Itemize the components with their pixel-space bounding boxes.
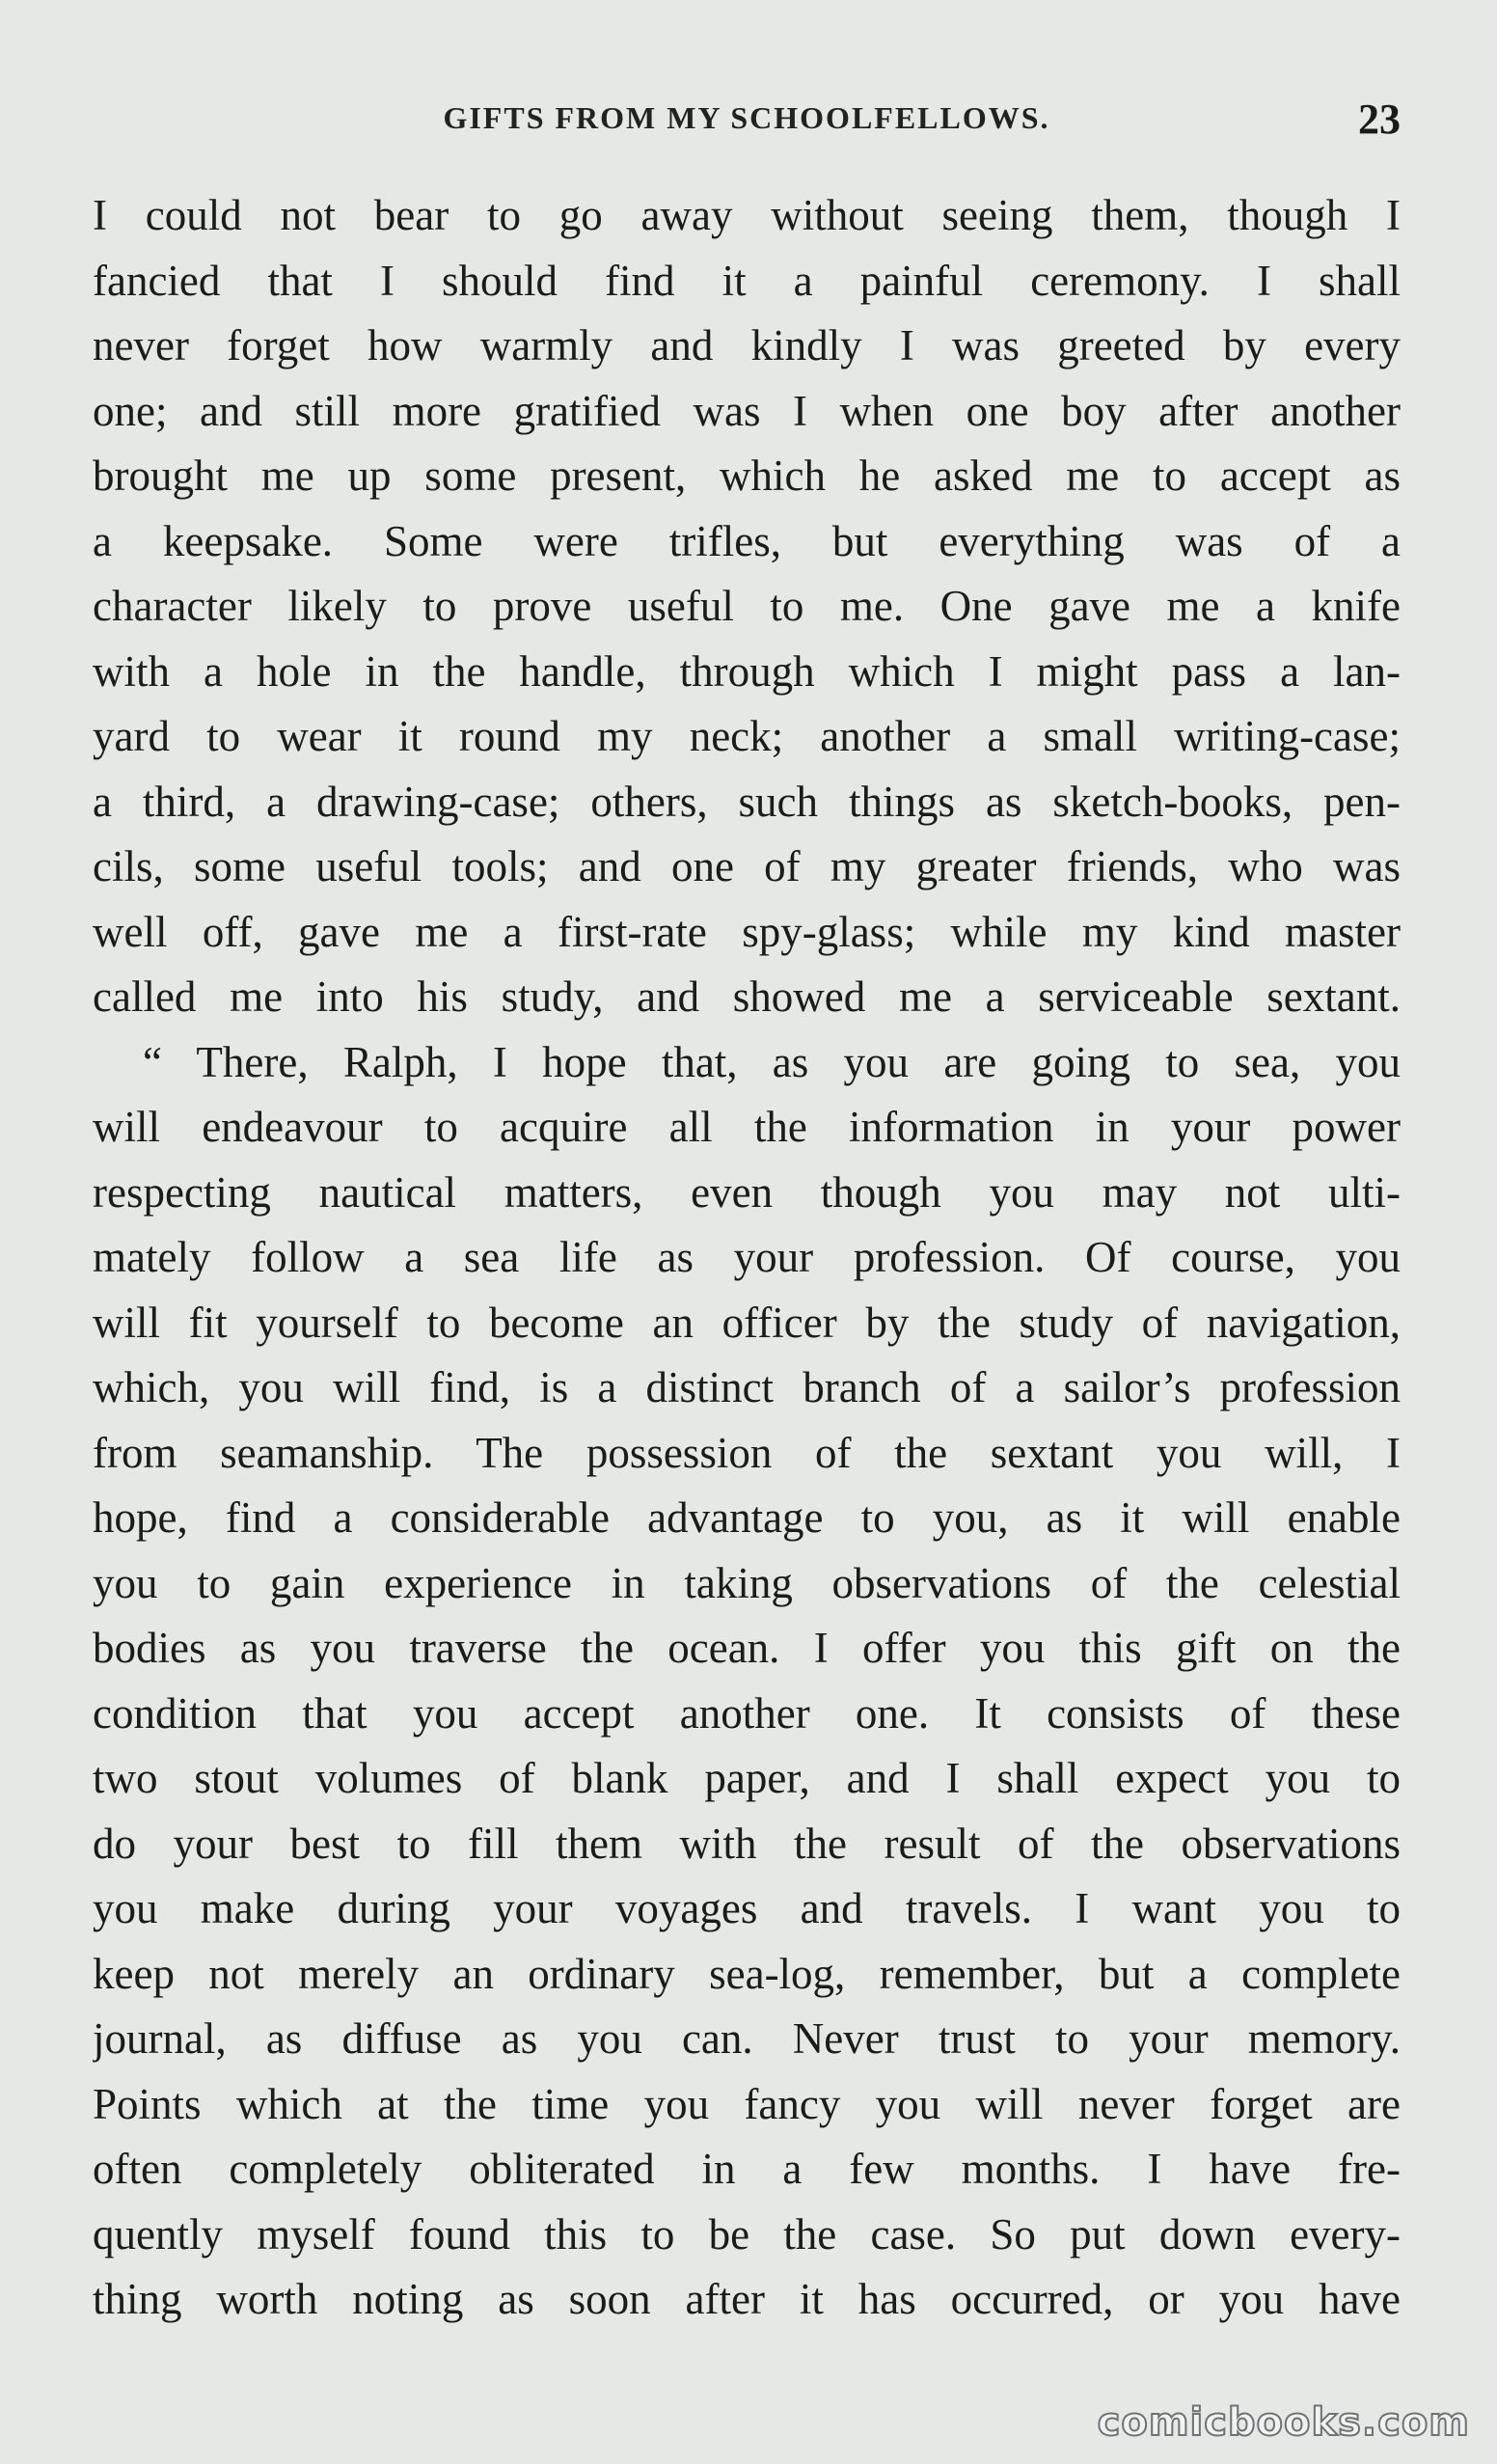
text-line: which, you will find, is a distinct branch of a sailor’s profession — [93, 1363, 1401, 1411]
text-line: never forget how warmly and kindly I was greeted by every — [93, 321, 1401, 370]
text-line: you to gain experience in taking observations of the celestial — [93, 1558, 1401, 1607]
text-line: do your best to fill them with the result of the observations — [93, 1819, 1401, 1868]
text-line: keep not merely an ordinary sea-log, remember, but a complete — [93, 1949, 1401, 1998]
text-line: well off, gave me a first-rate spy-glass; while my kind master — [93, 907, 1401, 956]
text-line: journal, as diffuse as you can. Never trust to your memory. — [93, 2014, 1401, 2063]
text-line: brought me up some present, which he asked me to accept as — [93, 452, 1401, 500]
text-line: you make during your voyages and travels. I want you to — [93, 1884, 1401, 1932]
text-line: character likely to prove useful to me. One gave me a knife — [93, 582, 1401, 630]
running-head — [93, 95, 1401, 152]
text-line: will fit yourself to become an officer by the study of navigation, — [93, 1298, 1401, 1347]
text-line: hope, find a considerable advantage to you, as it will enable — [93, 1493, 1401, 1542]
text-line: mately follow a sea life as your profession. Of course, you — [93, 1233, 1401, 1281]
page-number: 23 — [1358, 96, 1401, 143]
text-line: quently myself found this to be the case. So put down every- — [93, 2209, 1401, 2259]
text-line: cils, some useful tools; and one of my greater friends, who was — [93, 842, 1401, 890]
text-line: one; and still more gratified was I when one boy after another — [93, 386, 1401, 435]
text-line: two stout volumes of blank paper, and I shall expect you to — [93, 1754, 1401, 1802]
text-line: respecting nautical matters, even though you may not ulti- — [93, 1167, 1401, 1217]
text-line: a keepsake. Some were trifles, but everything was of a — [93, 516, 1401, 565]
text-line: fancied that I should find it a painful ceremony. I shall — [93, 256, 1401, 305]
paragraph-start-line: “ There, Ralph, I hope that, as you are going to sea, you — [143, 1037, 1401, 1086]
text-line: will endeavour to acquire all the information in your power — [93, 1103, 1401, 1151]
running-title: GIFTS FROM MY SCHOOLFELLOWS. — [443, 100, 1050, 135]
body-text — [93, 183, 1401, 2333]
text-line: yard to wear it round my neck; another a small writing-case; — [93, 712, 1401, 760]
text-line: Points which at the time you fancy you will never forget are — [93, 2079, 1401, 2128]
text-line: often completely obliterated in a few months. I have fre- — [93, 2145, 1401, 2193]
text-line: condition that you accept another one. It consists of these — [93, 1688, 1401, 1738]
text-line: called me into his study, and showed me a serviceable sextant. — [93, 972, 1401, 1021]
text-line: from seamanship. The possession of the sextant you will, I — [93, 1428, 1401, 1477]
text-line: I could not bear to go away without seeing them, though I — [93, 191, 1401, 239]
text-line: with a hole in the handle, through which I might pass a lan- — [93, 646, 1401, 696]
watermark: comicbooks.com — [1097, 2400, 1470, 2445]
text-line: bodies as you traverse the ocean. I offer you this gift on the — [93, 1624, 1401, 1672]
text-line: a third, a drawing-case; others, such things as sketch-books, pen- — [93, 777, 1401, 826]
text-line: thing worth noting as soon after it has occurred, or you have — [93, 2275, 1401, 2323]
